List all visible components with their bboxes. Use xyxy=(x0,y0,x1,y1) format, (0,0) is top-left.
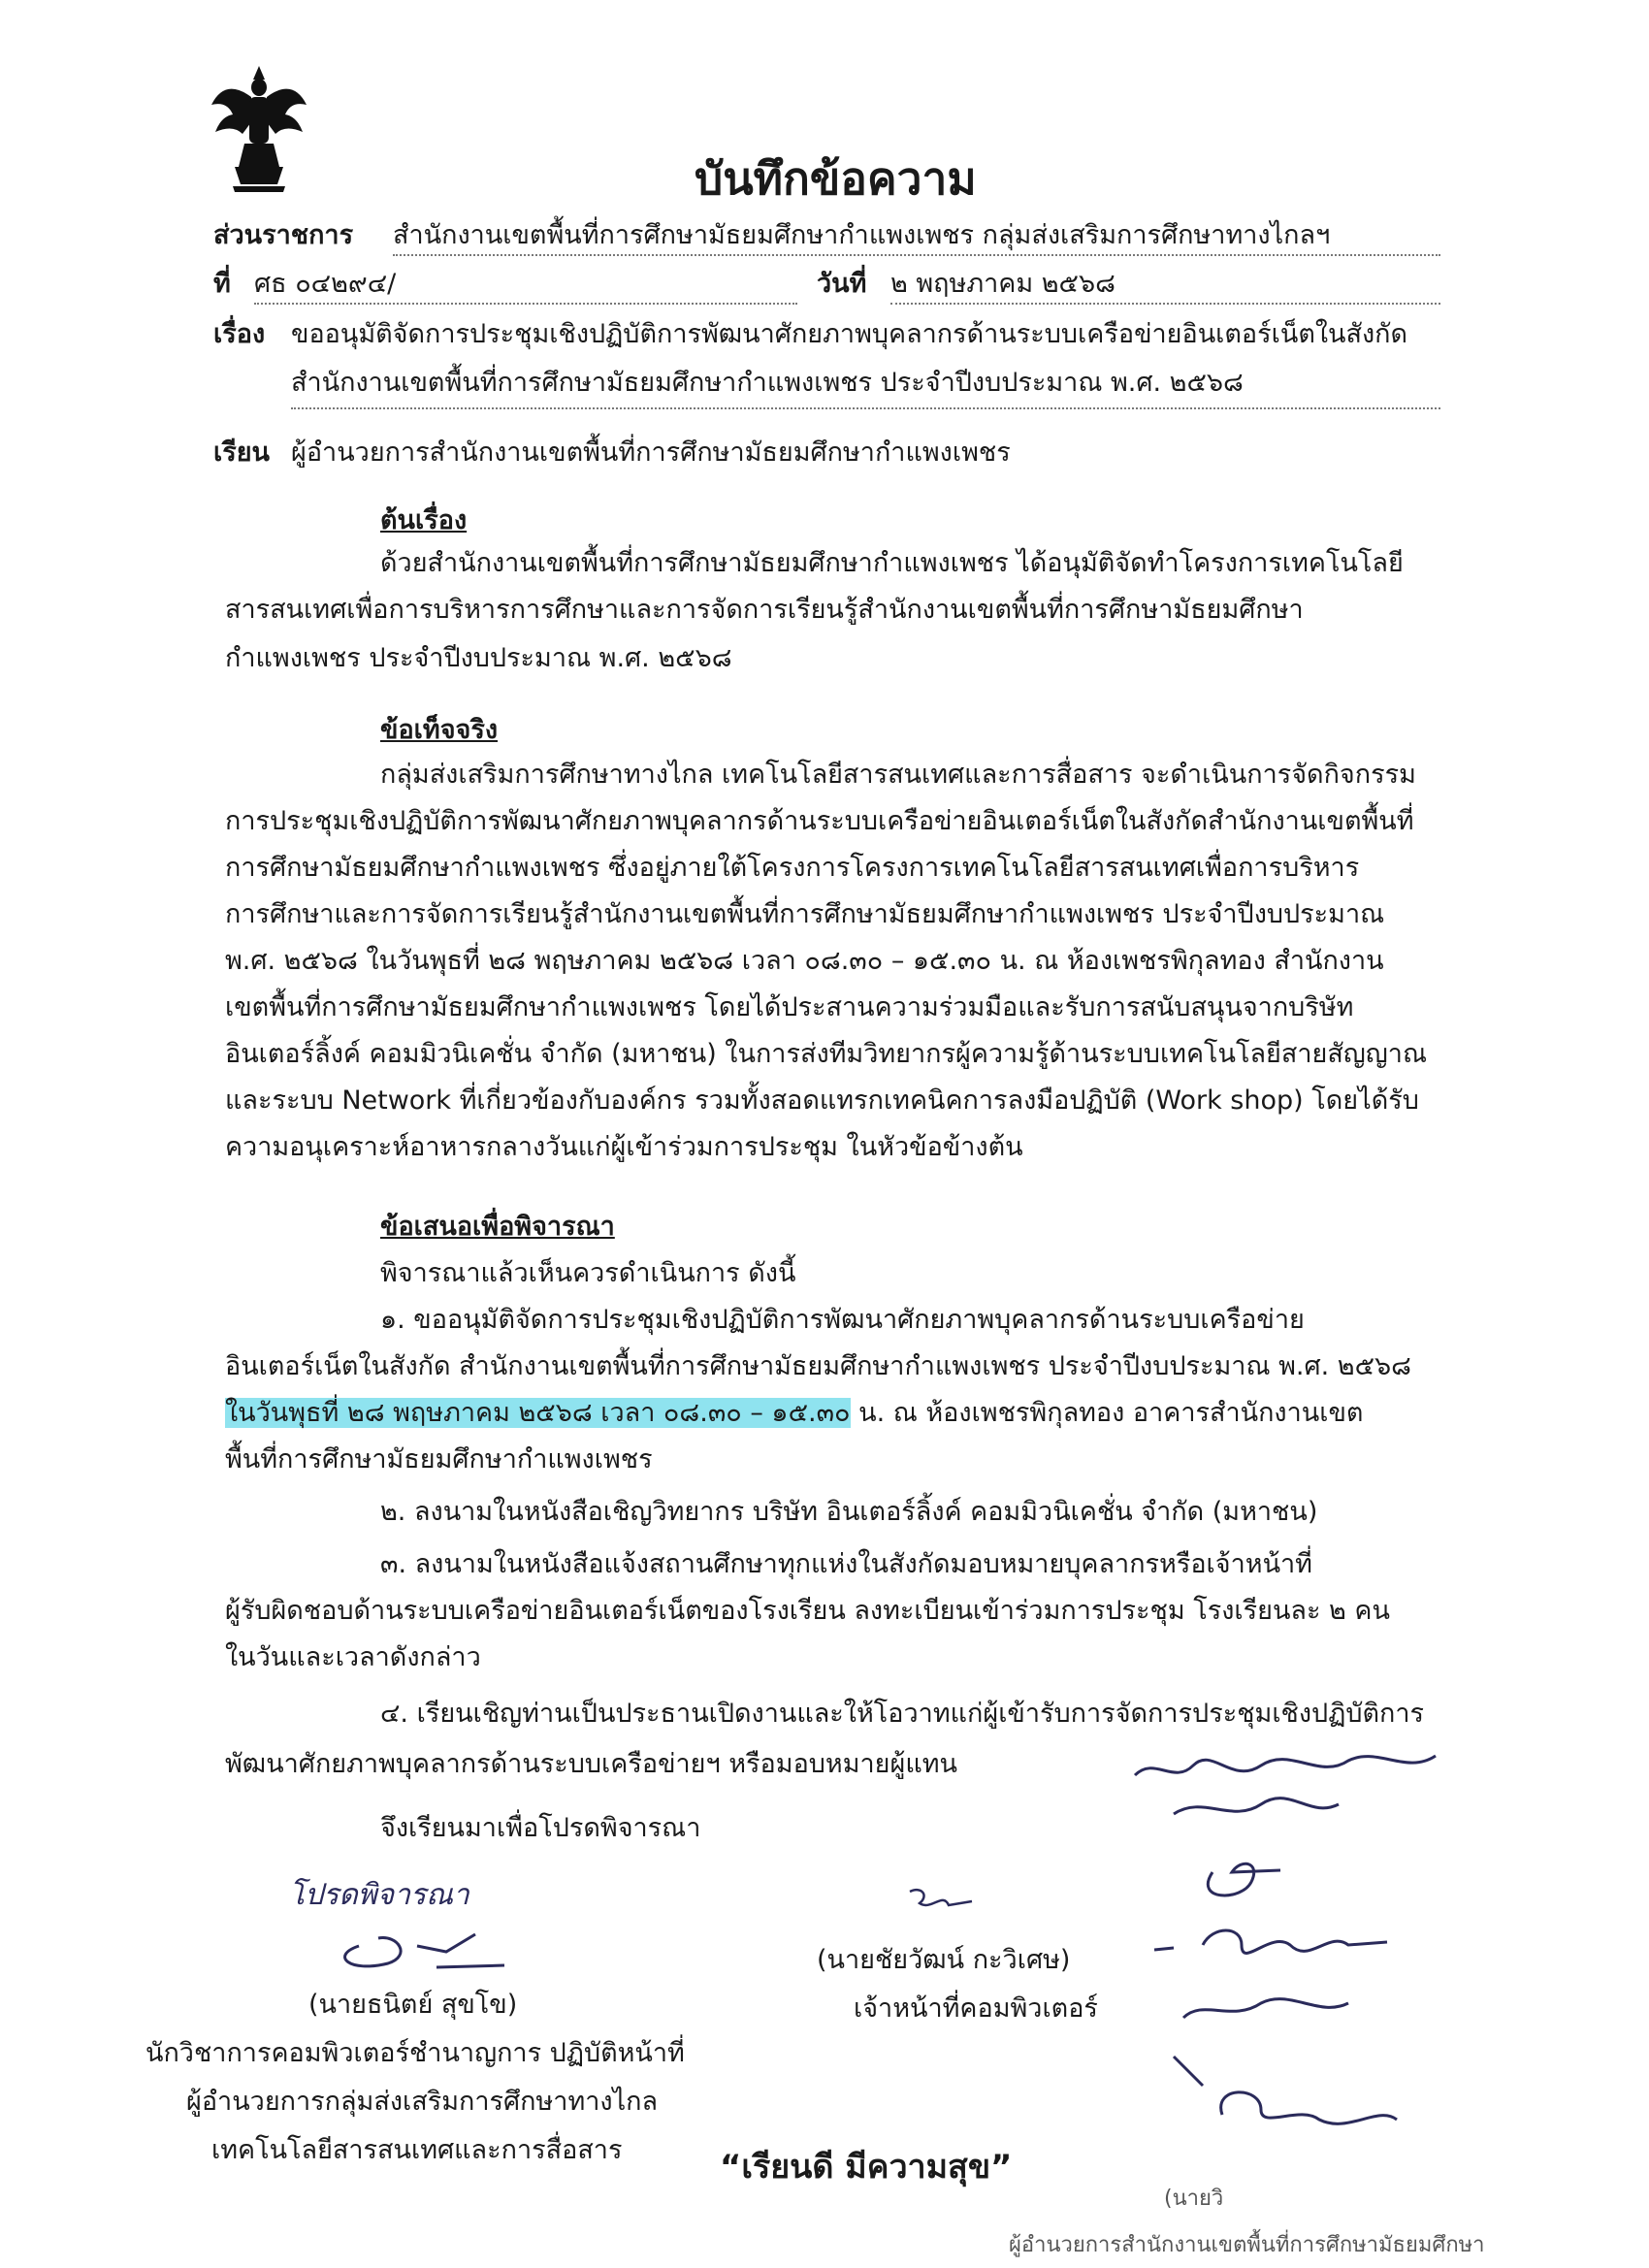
subject-line2: สำนักงานเขตพื้นที่การศึกษามัธยมศึกษากำแพงเพชร ประจำปีงบประมาณ พ.ศ. ๒๕๖๘ xyxy=(291,368,1244,398)
proposal-item4-line1: ๔. เรียนเชิญท่านเป็นประธานเปิดงานและให้โอวาทแก่ผู้เข้ารับการจัดการประชุมเชิงปฏิบัติการ xyxy=(380,1699,1425,1729)
left-handwritten-note: โปรดพิจารณา xyxy=(289,1878,469,1912)
proposal-item1-line3 xyxy=(225,1395,1363,1432)
subject-rule xyxy=(291,407,1440,409)
date-label: วันที่ xyxy=(817,269,867,299)
facts-line: การศึกษามัธยมศึกษากำแพงเพชร ซึ่งอยู่ภายใต้โครงการโครงการเทคโนโลยีสารสนเทศเพื่อการบริหาร xyxy=(225,853,1360,883)
proposal-item2: ๒. ลงนามในหนังสือเชิญวิทยากร บริษัท อินเตอร์ลิ้งค์ คอมมิวนิเคชั่น จำกัด (มหาชน) xyxy=(380,1497,1318,1527)
facts-line: พ.ศ. ๒๕๖๘ ในวันพุธที่ ๒๘ พฤษภาคม ๒๕๖๘ เวลา ๐๘.๓๐ – ๑๕.๓๐ น. ณ ห้องเพชรพิกุลทอง สำนักงาน xyxy=(225,946,1384,976)
proposal-item1-line4: พื้นที่การศึกษามัธยมศึกษากำแพงเพชร xyxy=(225,1444,653,1474)
closing-line: จึงเรียนมาเพื่อโปรดพิจารณา xyxy=(380,1813,701,1843)
to-label: เรียน xyxy=(213,437,271,468)
agency-rule xyxy=(393,254,1440,256)
origin-heading: ต้นเรื่อง xyxy=(380,505,468,535)
facts-line: กลุ่มส่งเสริมการศึกษาทางไกล เทคโนโลยีสารสนเทศและการสื่อสาร จะดำเนินการจัดกิจกรรม xyxy=(380,760,1416,790)
center-signer-position: เจ้าหน้าที่คอมพิวเตอร์ xyxy=(854,1993,1098,2024)
origin-line: กำแพงเพชร ประจำปีงบประมาณ พ.ศ. ๒๕๖๘ xyxy=(225,643,732,673)
left-signer-name: (นายธนิตย์ สุขโข) xyxy=(308,1990,518,2020)
faded-signer-name: (นายวิ xyxy=(1164,2187,1224,2211)
facts-line: เขตพื้นที่การศึกษามัธยมศึกษากำแพงเพชร โดยได้ประสานความร่วมมือและรับการสนับสนุนจากบริษัท xyxy=(225,992,1354,1022)
to-value: ผู้อำนวยการสำนักงานเขตพื้นที่การศึกษามัธยมศึกษากำแพงเพชร xyxy=(291,437,1011,468)
faded-signer-position: ผู้อำนวยการสำนักงานเขตพื้นที่การศึกษามัธยมศึกษา xyxy=(1009,2233,1485,2257)
item1-line3-rest: น. ณ ห้องเพชรพิกุลทอง อาคารสำนักงานเขต xyxy=(850,1398,1364,1428)
center-signature-icon xyxy=(902,1882,980,1921)
date-rule xyxy=(890,303,1440,305)
ref-value: ศธ ๐๔๒๙๔/ xyxy=(254,269,397,299)
proposal-item4-line2: พัฒนาศักยภาพบุคลากรด้านระบบเครือข่ายฯ หรือมอบหมายผู้แทน xyxy=(225,1749,957,1779)
origin-line: สารสนเทศเพื่อการบริหารการศึกษาและการจัดการเรียนรู้สำนักงานเขตพื้นที่การศึกษามัธยมศึกษา xyxy=(225,595,1304,625)
proposal-item1-line2: อินเตอร์เน็ตในสังกัด สำนักงานเขตพื้นที่การศึกษามัธยมศึกษากำแพงเพชร ประจำปีงบประมาณ พ.ศ. ๒๕๖๘ xyxy=(225,1351,1411,1381)
date-value: ๒ พฤษภาคม ๒๕๖๘ xyxy=(890,269,1116,299)
motto: “เรียนดี มีความสุข” xyxy=(720,2148,1013,2187)
proposal-item3-line2: ผู้รับผิดชอบด้านระบบเครือข่ายอินเตอร์เน็ตของโรงเรียน ลงทะเบียนเข้าร่วมการประชุม โรงเรียนละ ๒ คน xyxy=(225,1596,1390,1626)
ref-label: ที่ xyxy=(213,269,231,299)
agency-value: สำนักงานเขตพื้นที่การศึกษามัธยมศึกษากำแพงเพชร กลุ่มส่งเสริมการศึกษาทางไกลฯ xyxy=(393,220,1331,250)
left-signer-position2: ผู้อำนวยการกลุ่มส่งเสริมการศึกษาทางไกล xyxy=(186,2087,659,2117)
facts-line: ความอนุเคราะห์อาหารกลางวันแก่ผู้เข้าร่วมการประชุม ในหัวข้อข้างต้น xyxy=(225,1132,1023,1162)
left-signer-position3: เทคโนโลยีสารสนเทศและการสื่อสาร xyxy=(211,2135,623,2165)
memo-title: บันทึกข้อความ xyxy=(695,152,977,205)
left-signer-position1: นักวิชาการคอมพิวเตอร์ชำนาญการ ปฏิบัติหน้าที่ xyxy=(146,2038,685,2068)
proposal-heading: ข้อเสนอเพื่อพิจารณา xyxy=(380,1212,615,1242)
facts-line: และระบบ Network ที่เกี่ยวข้องกับองค์กร รวมทั้งสอดแทรกเทคนิคการลงมือปฏิบัติ (Work shop) โดยได้รับ xyxy=(225,1085,1419,1116)
proposal-item3-line1: ๓. ลงนามในหนังสือแจ้งสถานศึกษาทุกแห่งในสังกัดมอบหมายบุคลากรหรือเจ้าหน้าที่ xyxy=(380,1549,1312,1579)
highlighted-date: ในวันพุธที่ ๒๘ พฤษภาคม ๒๕๖๘ เวลา ๐๘.๓๐ – ๑๕.๓๐ xyxy=(225,1398,851,1428)
agency-label: ส่วนราชการ xyxy=(213,220,354,250)
facts-line: การศึกษาและการจัดการเรียนรู้สำนักงานเขตพื้นที่การศึกษามัธยมศึกษากำแพงเพชร ประจำปีงบประมาณ xyxy=(225,899,1385,929)
proposal-item3-line3: ในวันและเวลาดังกล่าว xyxy=(225,1642,481,1672)
ref-rule xyxy=(254,303,797,305)
director-handwritten-approval-icon xyxy=(1116,1736,1504,2183)
subject-label: เรื่อง xyxy=(213,319,266,349)
facts-heading: ข้อเท็จจริง xyxy=(380,715,499,745)
subject-line1: ขออนุมัติจัดการประชุมเชิงปฏิบัติการพัฒนาศักยภาพบุคลากรด้านระบบเครือข่ายอินเตอร์เน็ตในสังกัด xyxy=(291,319,1408,349)
left-signature-icon xyxy=(320,1917,514,1975)
origin-line: ด้วยสำนักงานเขตพื้นที่การศึกษามัธยมศึกษากำแพงเพชร ได้อนุมัติจัดทำโครงการเทคโนโลยี xyxy=(380,548,1404,578)
facts-line: การประชุมเชิงปฏิบัติการพัฒนาศักยภาพบุคลากรด้านระบบเครือข่ายอินเตอร์เน็ตในสังกัดสำนักงานเขตพื้นที่ xyxy=(225,806,1414,836)
proposal-intro: พิจารณาแล้วเห็นควรดำเนินการ ดังนี้ xyxy=(380,1258,796,1288)
garuda-emblem-icon xyxy=(206,58,312,194)
facts-line: อินเตอร์ลิ้งค์ คอมมิวนิเคชั่น จำกัด (มหาชน) ในการส่งทีมวิทยากรผู้ความรู้ด้านระบบเทคโนโลยีสายสัญญาณ xyxy=(225,1039,1428,1069)
center-signer-name: (นายชัยวัฒน์ กะวิเศษ) xyxy=(817,1945,1071,1975)
proposal-item1-line1: ๑. ขออนุมัติจัดการประชุมเชิงปฏิบัติการพัฒนาศักยภาพบุคลากรด้านระบบเครือข่าย xyxy=(380,1305,1305,1335)
